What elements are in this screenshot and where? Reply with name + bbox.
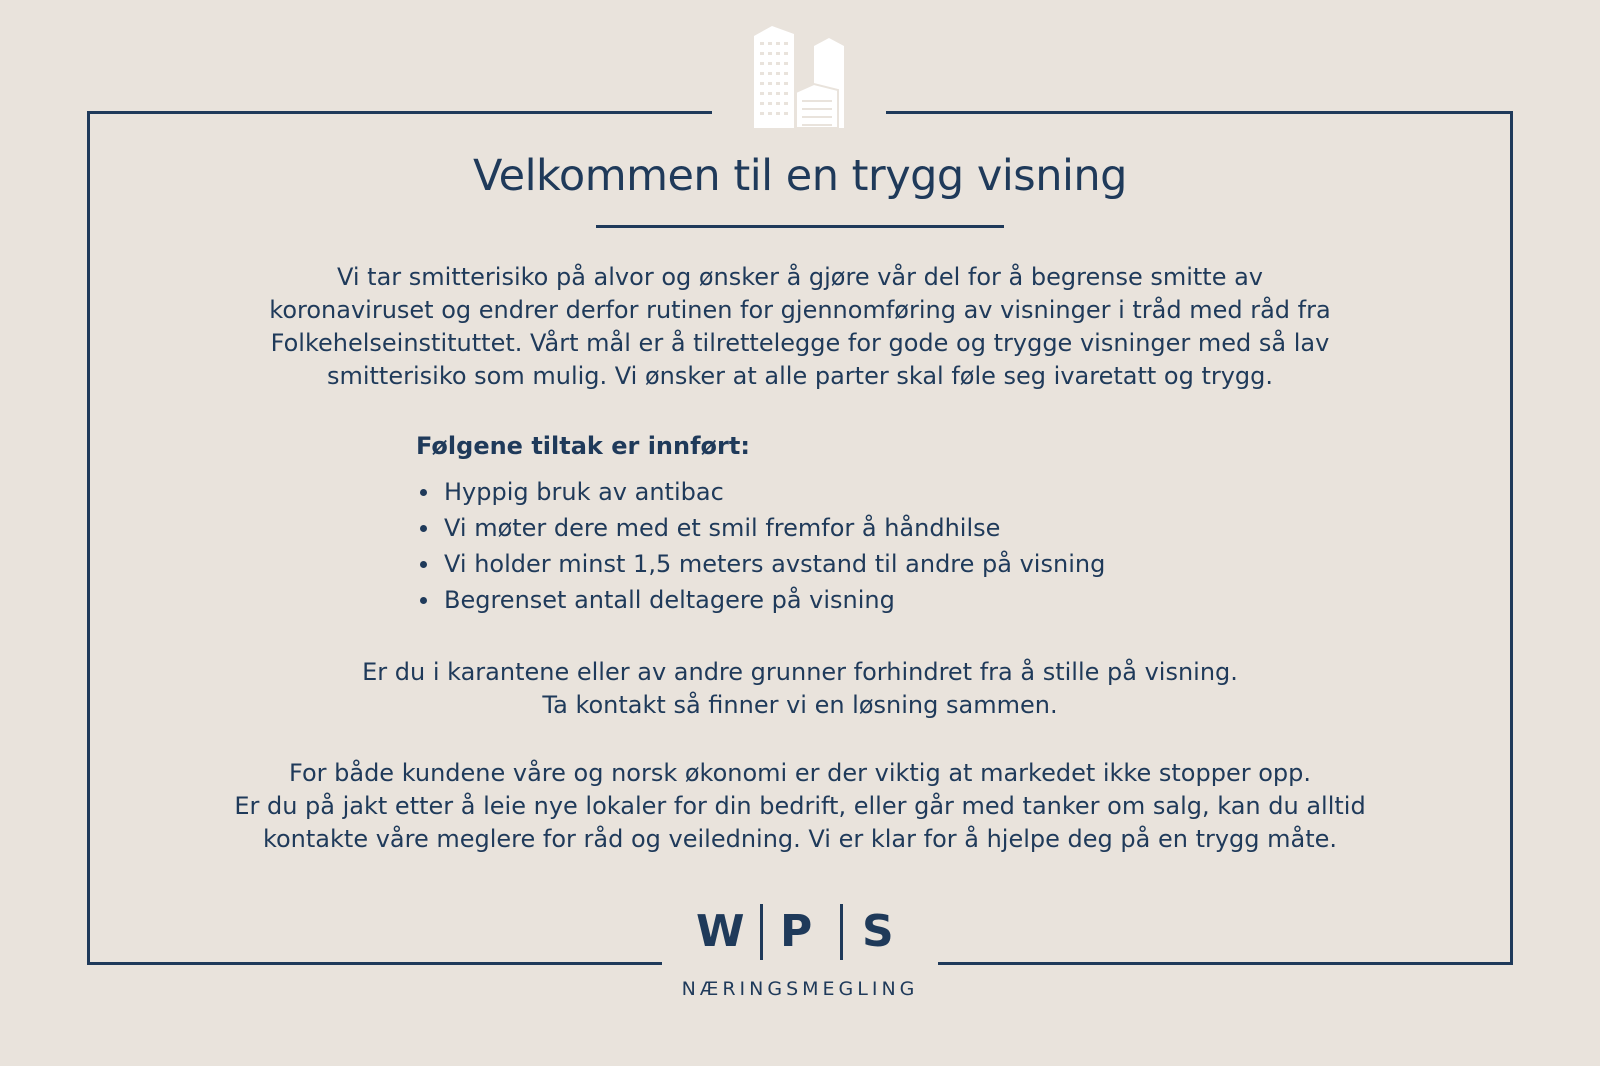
building-icon xyxy=(754,26,846,128)
list-item-text: Begrenset antall deltagere på visning xyxy=(444,586,895,614)
intro-line: smitterisiko som mulig. Vi ønsker at alle parter skal føle seg ivaretatt og trygg. xyxy=(326,362,1274,390)
quarantine-paragraph xyxy=(0,656,1600,722)
logo-letter-s: S xyxy=(862,906,894,957)
logo-divider xyxy=(840,904,843,960)
page-title: Velkommen til en trygg visning xyxy=(473,151,1127,201)
list-item-text: Vi møter dere med et smil fremfor å håndhilse xyxy=(444,514,1001,542)
bullet-icon xyxy=(420,597,427,604)
intro-line: Vi tar smitterisiko på alvor og ønsker å gjøre vår del for å begrense smitte av xyxy=(336,263,1264,291)
bullet-icon xyxy=(420,525,427,532)
title-divider xyxy=(596,225,1004,228)
measures-list xyxy=(416,474,1105,618)
logo-letter-p: P xyxy=(780,906,813,957)
closing-line: For både kundene våre og norsk økonomi er der viktig at markedet ikke stopper opp. xyxy=(289,759,1311,787)
list-item xyxy=(416,510,1105,546)
list-item xyxy=(416,582,1105,618)
list-item-text: Hyppig bruk av antibac xyxy=(444,478,724,506)
quarantine-line: Er du i karantene eller av andre grunner forhindret fra å stille på visning. xyxy=(362,658,1238,686)
intro-line: koronaviruset og endrer derfor rutinen for gjennomføring av visninger i tråd med råd fra xyxy=(269,296,1331,324)
list-item xyxy=(416,474,1105,510)
measures-heading: Følgene tiltak er innført: xyxy=(416,432,750,460)
logo-letter-w: W xyxy=(696,906,745,957)
list-item-text: Vi holder minst 1,5 meters avstand til andre på visning xyxy=(444,550,1106,578)
wps-logo xyxy=(692,900,908,964)
bullet-icon xyxy=(420,561,427,568)
bullet-icon xyxy=(420,489,427,496)
closing-paragraph xyxy=(0,757,1600,856)
closing-line: kontakte våre meglere for råd og veiledning. Vi er klar for å hjelpe deg på en trygg måte. xyxy=(262,825,1338,853)
quarantine-line: Ta kontakt så finner vi en løsning sammen. xyxy=(542,691,1058,719)
intro-line: Folkehelseinstituttet. Vårt mål er å tilrettelegge for gode og trygge visninger med så lav xyxy=(270,329,1330,357)
intro-paragraph xyxy=(0,261,1600,393)
company-subtitle: NÆRINGSMEGLING xyxy=(681,978,919,1000)
closing-line: Er du på jakt etter å leie nye lokaler for din bedrift, eller går med tanker om salg, kan du alltid xyxy=(234,792,1366,820)
list-item xyxy=(416,546,1105,582)
logo-divider xyxy=(760,904,763,960)
